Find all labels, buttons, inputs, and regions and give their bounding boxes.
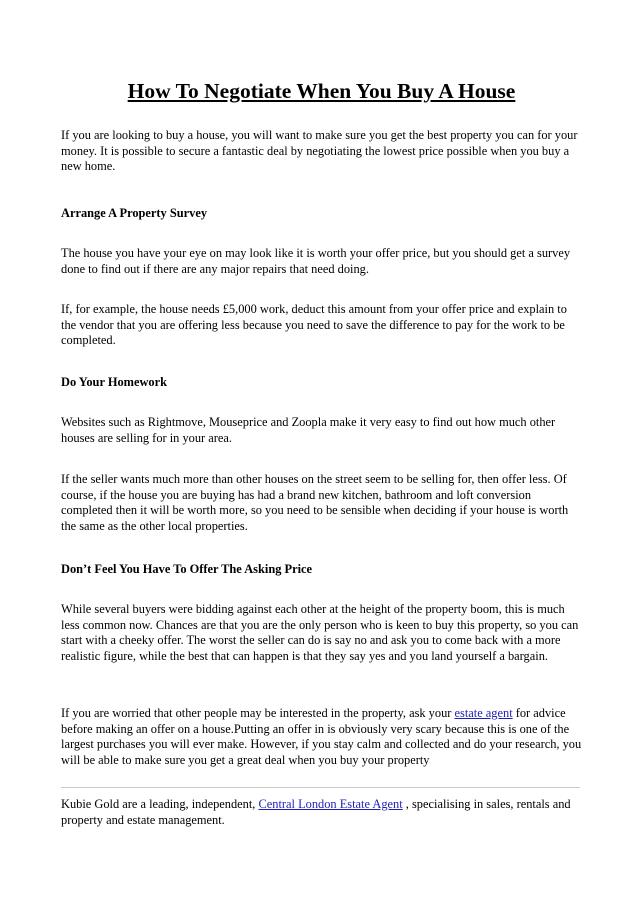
central-london-estate-agent-link[interactable]: Central London Estate Agent	[258, 797, 403, 811]
footer-text-start: Kubie Gold are a leading, independent,	[61, 797, 259, 811]
section-heading-homework: Do Your Homework	[61, 375, 168, 389]
footer-divider	[61, 787, 580, 788]
footer-paragraph	[61, 797, 582, 828]
estate-agent-link[interactable]: estate agent	[454, 706, 513, 720]
homework-paragraph-2: If the seller wants much more than other houses on the street seem to be selling for, then offer less. Of course, if the house you are buying has had a brand new kitchen, bathroom and loft conversion completed then it will be worth more, so you need to be sensible when deciding if your house is worth the same as the other local properties.	[61, 472, 569, 534]
document-title: How To Negotiate When You Buy A House	[127, 79, 516, 103]
closing-paragraph	[61, 706, 582, 769]
survey-paragraph-1: The house you have your eye on may look like it is worth your offer price, but you should get a survey done to find out if there are any major repairs that need doing.	[61, 246, 571, 276]
section-heading-asking-price: Don’t Feel You Have To Offer The Asking Price	[61, 562, 313, 576]
closing-text-start: If you are worried that other people may be interested in the property, ask your	[61, 706, 455, 720]
survey-paragraph-2: If, for example, the house needs £5,000 work, deduct this amount from your offer price and explain to the vendor that you are offering less because you need to save the difference to pay for the work to be completed.	[61, 302, 567, 348]
footer-text-end: , specialising in sales, rentals and property and estate management.	[61, 797, 571, 827]
section-heading-property-survey: Arrange A Property Survey	[61, 206, 208, 220]
homework-paragraph-1: Websites such as Rightmove, Mouseprice and Zoopla make it very easy to find out how much other houses are selling for in your area.	[61, 415, 556, 445]
intro-paragraph: If you are looking to buy a house, you will want to make sure you get the best property you can for your money. It is possible to secure a fantastic deal by negotiating the lowest price possible when you buy a new home.	[61, 128, 578, 174]
closing-text-end: for advice before making an offer on a house.Putting an offer in is obviously very scary because this is one of the largest purchases you will ever make. However, if you stay calm and collected and do your research, you will be able to make sure you get a great deal when you buy your property	[61, 706, 582, 768]
asking-price-paragraph: While several buyers were bidding against each other at the height of the property boom, this is much less common now. Chances are that you are the only person who is keen to buy this property, so you can start with a cheeky offer. The worst the seller can do is say no and ask you to come back with a more realistic figure, while the best that can happen is that they say yes and you land yourself a bargain.	[61, 602, 579, 664]
